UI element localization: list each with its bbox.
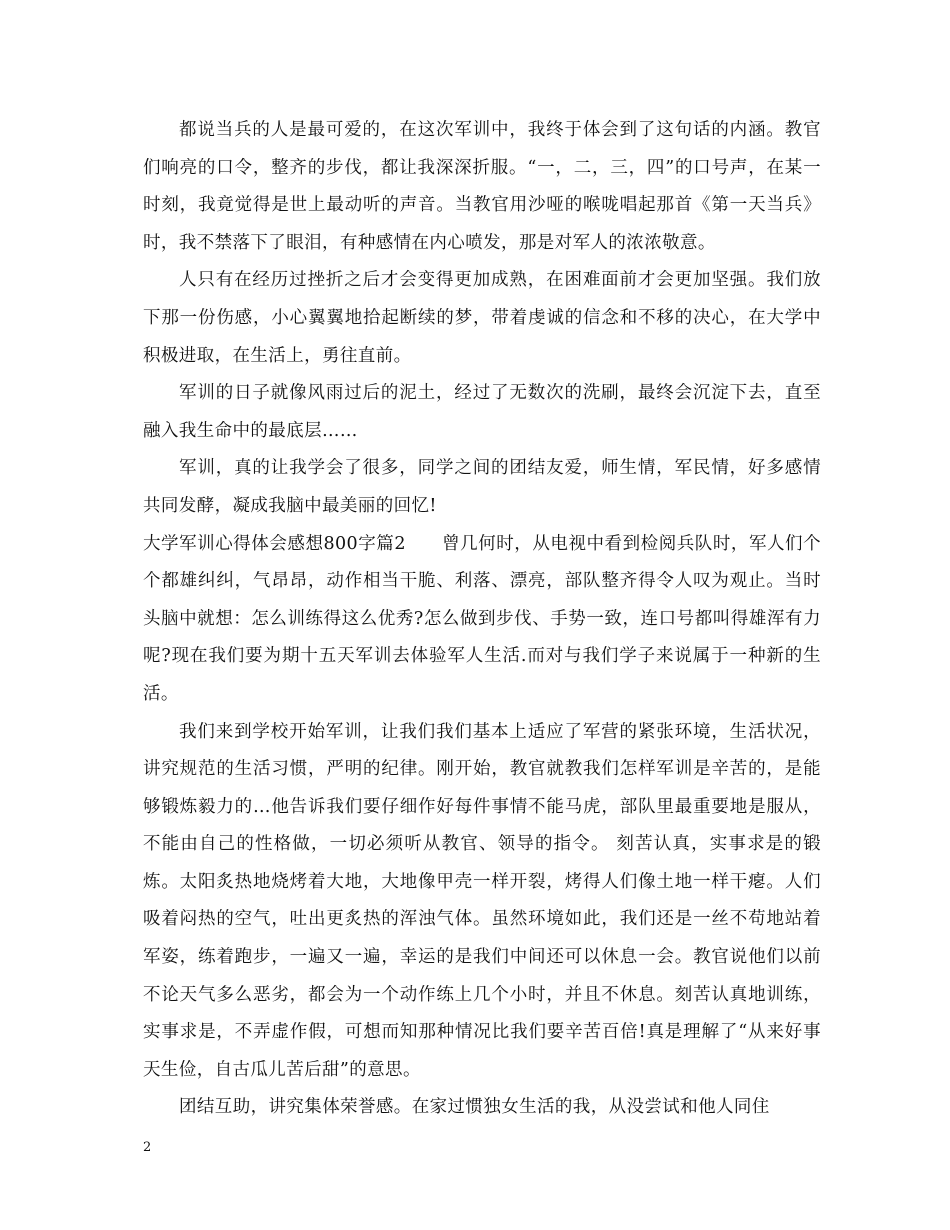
paragraph-3: 军训的日子就像风雨过后的泥土，经过了无数次的洗刷，最终会沉淀下去，直至融入我生命中的最底层……	[143, 383, 821, 441]
paragraph-4: 军训，真的让我学会了很多，同学之间的团结友爱，师生情，军民情，好多感情共同发酵，凝成我脑中最美丽的回忆!	[143, 458, 821, 516]
paragraph-6: 我们来到学校开始军训，让我们我们基本上适应了军营的紧张环境，生活状况， 讲究规范的生活习惯，严明的纪律。刚开始，教官就教我们怎样军训是辛苦的，是能够锻炼毅力的…他告诉我们要仔细作好每件事情不能马虎，部队里最重要地是服从，不能由自己的性格做，一切必须听从教官、领导的指令。 刻苦认真，实事求是的锻炼。太阳炙热地烧烤着大地，大地像甲壳一样开裂，烤得人们像土地一样干瘪。人们吸着闷热的空气，吐出更炙热的浑浊气体。虽然环境如此，我们还是一丝不苟地站着军姿，练着跑步，一遍又一遍，幸运的是我们中间还可以休息一会。教官说他们以前不论天气多么恶劣，都会为一个动作练上几个小时，并且不休息。刻苦认真地训练，实事求是，不弄虚作假，可想而知那种情况比我们要辛苦百倍!真是理解了“从来好事天生俭，自古瓜儿苦后甜”的意思。	[143, 721, 821, 1080]
paragraph-1: 都说当兵的人是最可爱的，在这次军训中，我终于体会到了这句话的内涵。教官们响亮的口令，整齐的步伐，都让我深深折服。“一，二，三，四”的口号声，在某一时刻，我竟觉得是世上最动听的声音。当教官用沙哑的喉咙唱起那首《第一天当兵》时，我不禁落下了眼泪，有种感情在内心喷发，那是对军人的浓浓敬意。	[143, 120, 821, 253]
paragraph-7: 团结互助，讲究集体荣誉感。在家过惯独女生活的我，从没尝试和他人同住	[179, 1097, 770, 1118]
document-body	[143, 112, 821, 1127]
paragraph-2: 人只有在经历过挫折之后才会变得更加成熟，在困难面前才会更加坚强。我们放下那一份伤感，小心翼翼地拾起断续的梦，带着虔诚的信念和不移的决心，在大学中积极进取，在生活上，勇往直前。	[143, 270, 821, 366]
paragraph-5-heading: 大学军训心得体会感想800字篇2 曾几何时，从电视中看到检阅兵队时，军人们个个都雄纠纠，气昂昂，动作相当干脆、利落、漂亮，部队整齐得令人叹为观止。当时头脑中就想：怎么训练得这么优秀?怎么做到步伐、手势一致，连口号都叫得雄浑有力呢?现在我们要为期十五天军训去体验军人生活.而对与我们学子来说属于一种新的生活。	[143, 533, 821, 704]
page-number: 2	[143, 1140, 152, 1155]
